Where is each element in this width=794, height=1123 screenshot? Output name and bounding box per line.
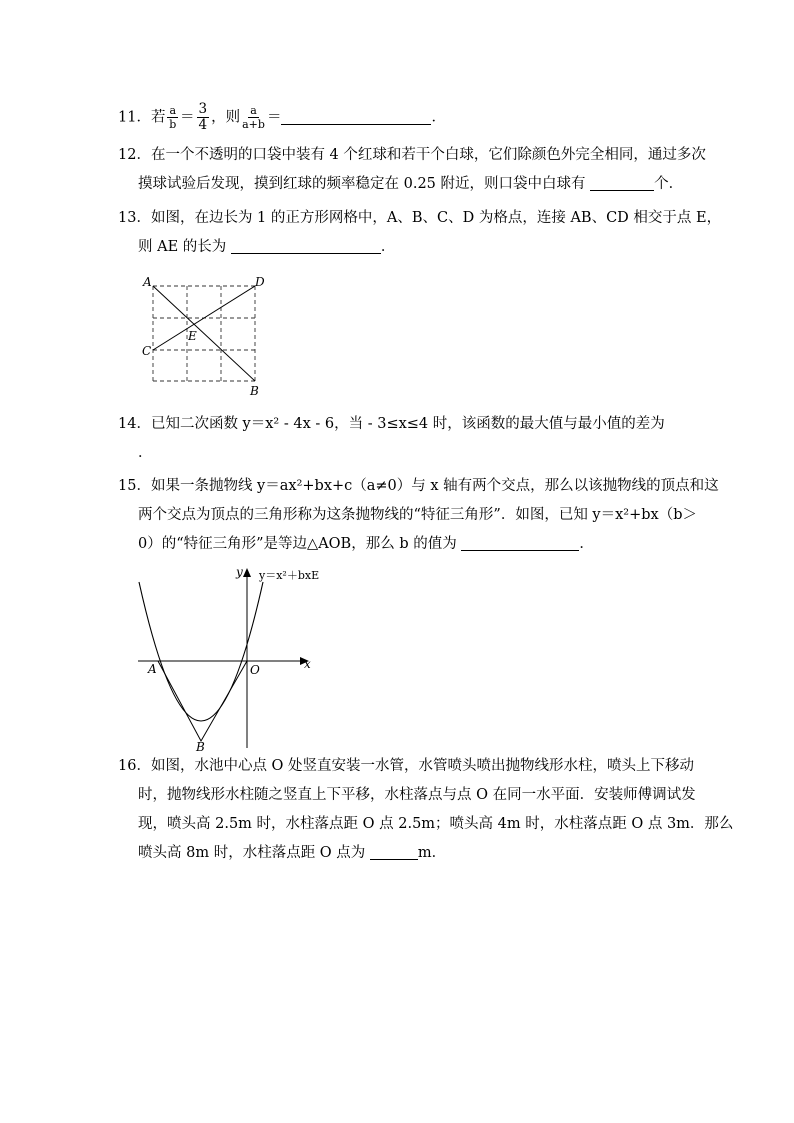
question-16 <box>118 752 733 868</box>
parabola-figure <box>128 560 328 755</box>
question-text: 0）的“特征三角形”是等边△AOB，那么 b 的值为 <box>138 536 457 552</box>
point-label-O: O <box>250 663 260 677</box>
question-text: ． <box>579 536 594 552</box>
question-number: 16． <box>118 758 151 774</box>
answer-blank[interactable] <box>370 843 418 860</box>
question-text: 摸球试验后发现，摸到红球的频率稳定在 0.25 附近，则口袋中白球有 <box>138 176 586 192</box>
question-11 <box>118 102 446 133</box>
fraction-numerator: 3 <box>198 101 208 117</box>
answer-blank[interactable] <box>281 108 431 125</box>
fraction-numerator: a <box>250 104 257 117</box>
question-text: 个． <box>654 176 684 192</box>
y-axis-label: y <box>236 565 243 579</box>
parabola-curve <box>139 582 263 721</box>
answer-blank[interactable] <box>590 174 654 191</box>
question-text: ． <box>431 109 446 126</box>
point-label-B: B <box>196 740 205 754</box>
question-text: 则 AE 的长为 <box>138 239 227 255</box>
question-text: 若 <box>150 109 166 126</box>
question-text: 在一个不透明的口袋中装有 4 个红球和若干个白球，它们除颜色外完全相同，通过多次 <box>150 147 706 163</box>
equals-sign: ＝ <box>266 109 282 126</box>
point-label-E: E <box>188 329 197 343</box>
question-number: 14． <box>118 416 151 432</box>
question-text: m． <box>417 845 447 861</box>
question-15 <box>118 472 719 559</box>
question-text: ，则 <box>211 109 241 126</box>
point-label-D: D <box>255 275 265 289</box>
question-text: ． <box>138 445 153 461</box>
question-text: ． <box>380 239 396 255</box>
question-number: 12． <box>118 147 151 163</box>
question-text: 时，抛物线形水柱随之竖直上下平移，水柱落点与点 O 在同一水平面．安装师傅调试发 <box>138 787 696 803</box>
fraction-3-over-4 <box>197 102 210 133</box>
curve-label: y＝x²＋bxE <box>259 569 320 582</box>
point-label-A: A <box>148 662 157 676</box>
x-axis-label: x <box>304 657 311 671</box>
equals-sign: ＝ <box>180 109 195 126</box>
triangle-AOB <box>158 661 247 741</box>
question-14 <box>118 410 665 468</box>
y-axis-arrow-icon <box>243 568 251 577</box>
question-text: 如图，在边长为 1 的正方形网格中，A、B、C、D 为格点，连接 AB、CD 相交于点 E， <box>150 210 722 226</box>
answer-blank[interactable] <box>461 534 579 551</box>
question-number: 11． <box>118 109 151 126</box>
question-number: 13． <box>118 210 151 226</box>
fraction-denominator: b <box>169 118 177 131</box>
answer-blank[interactable] <box>231 237 381 254</box>
question-text: 如图，水池中心点 O 处竖直安装一水管，水管喷头喷出抛物线形水柱，喷头上下移动 <box>150 758 695 774</box>
fraction-a-over-a-plus-b <box>242 104 265 131</box>
question-text: 如果一条抛物线 y＝ax²+bx+c（a≠0）与 x 轴有两个交点，那么以该抛物线的顶点和这 <box>150 478 719 494</box>
point-label-B: B <box>250 384 259 398</box>
fraction-a-over-b <box>167 104 178 131</box>
fraction-numerator: a <box>169 104 177 117</box>
fraction-denominator: 4 <box>198 117 208 133</box>
point-label-C: C <box>142 344 152 358</box>
segment-AB <box>153 286 255 381</box>
question-text: 现，喷头高 2.5m 时，水柱落点距 O 点 2.5m；喷头高 4m 时，水柱落点距 O 点 3m．那么 <box>138 816 734 832</box>
question-13 <box>118 204 721 262</box>
question-number: 15． <box>118 478 151 494</box>
question-text: 已知二次函数 y＝x² - 4x - 6，当 - 3≤x≤4 时，该函数的最大值与最小值的差为 <box>150 416 665 432</box>
question-12 <box>118 141 706 199</box>
question-text: 两个交点为顶点的三角形称为这条抛物线的“特征三角形”．如图，已知 y＝x²+bx（b＞ <box>138 507 698 523</box>
fraction-denominator: a+b <box>242 118 265 131</box>
question-text: 喷头高 8m 时，水柱落点距 O 点为 <box>138 845 366 861</box>
point-label-A: A <box>143 275 152 289</box>
grid-figure <box>138 270 268 400</box>
